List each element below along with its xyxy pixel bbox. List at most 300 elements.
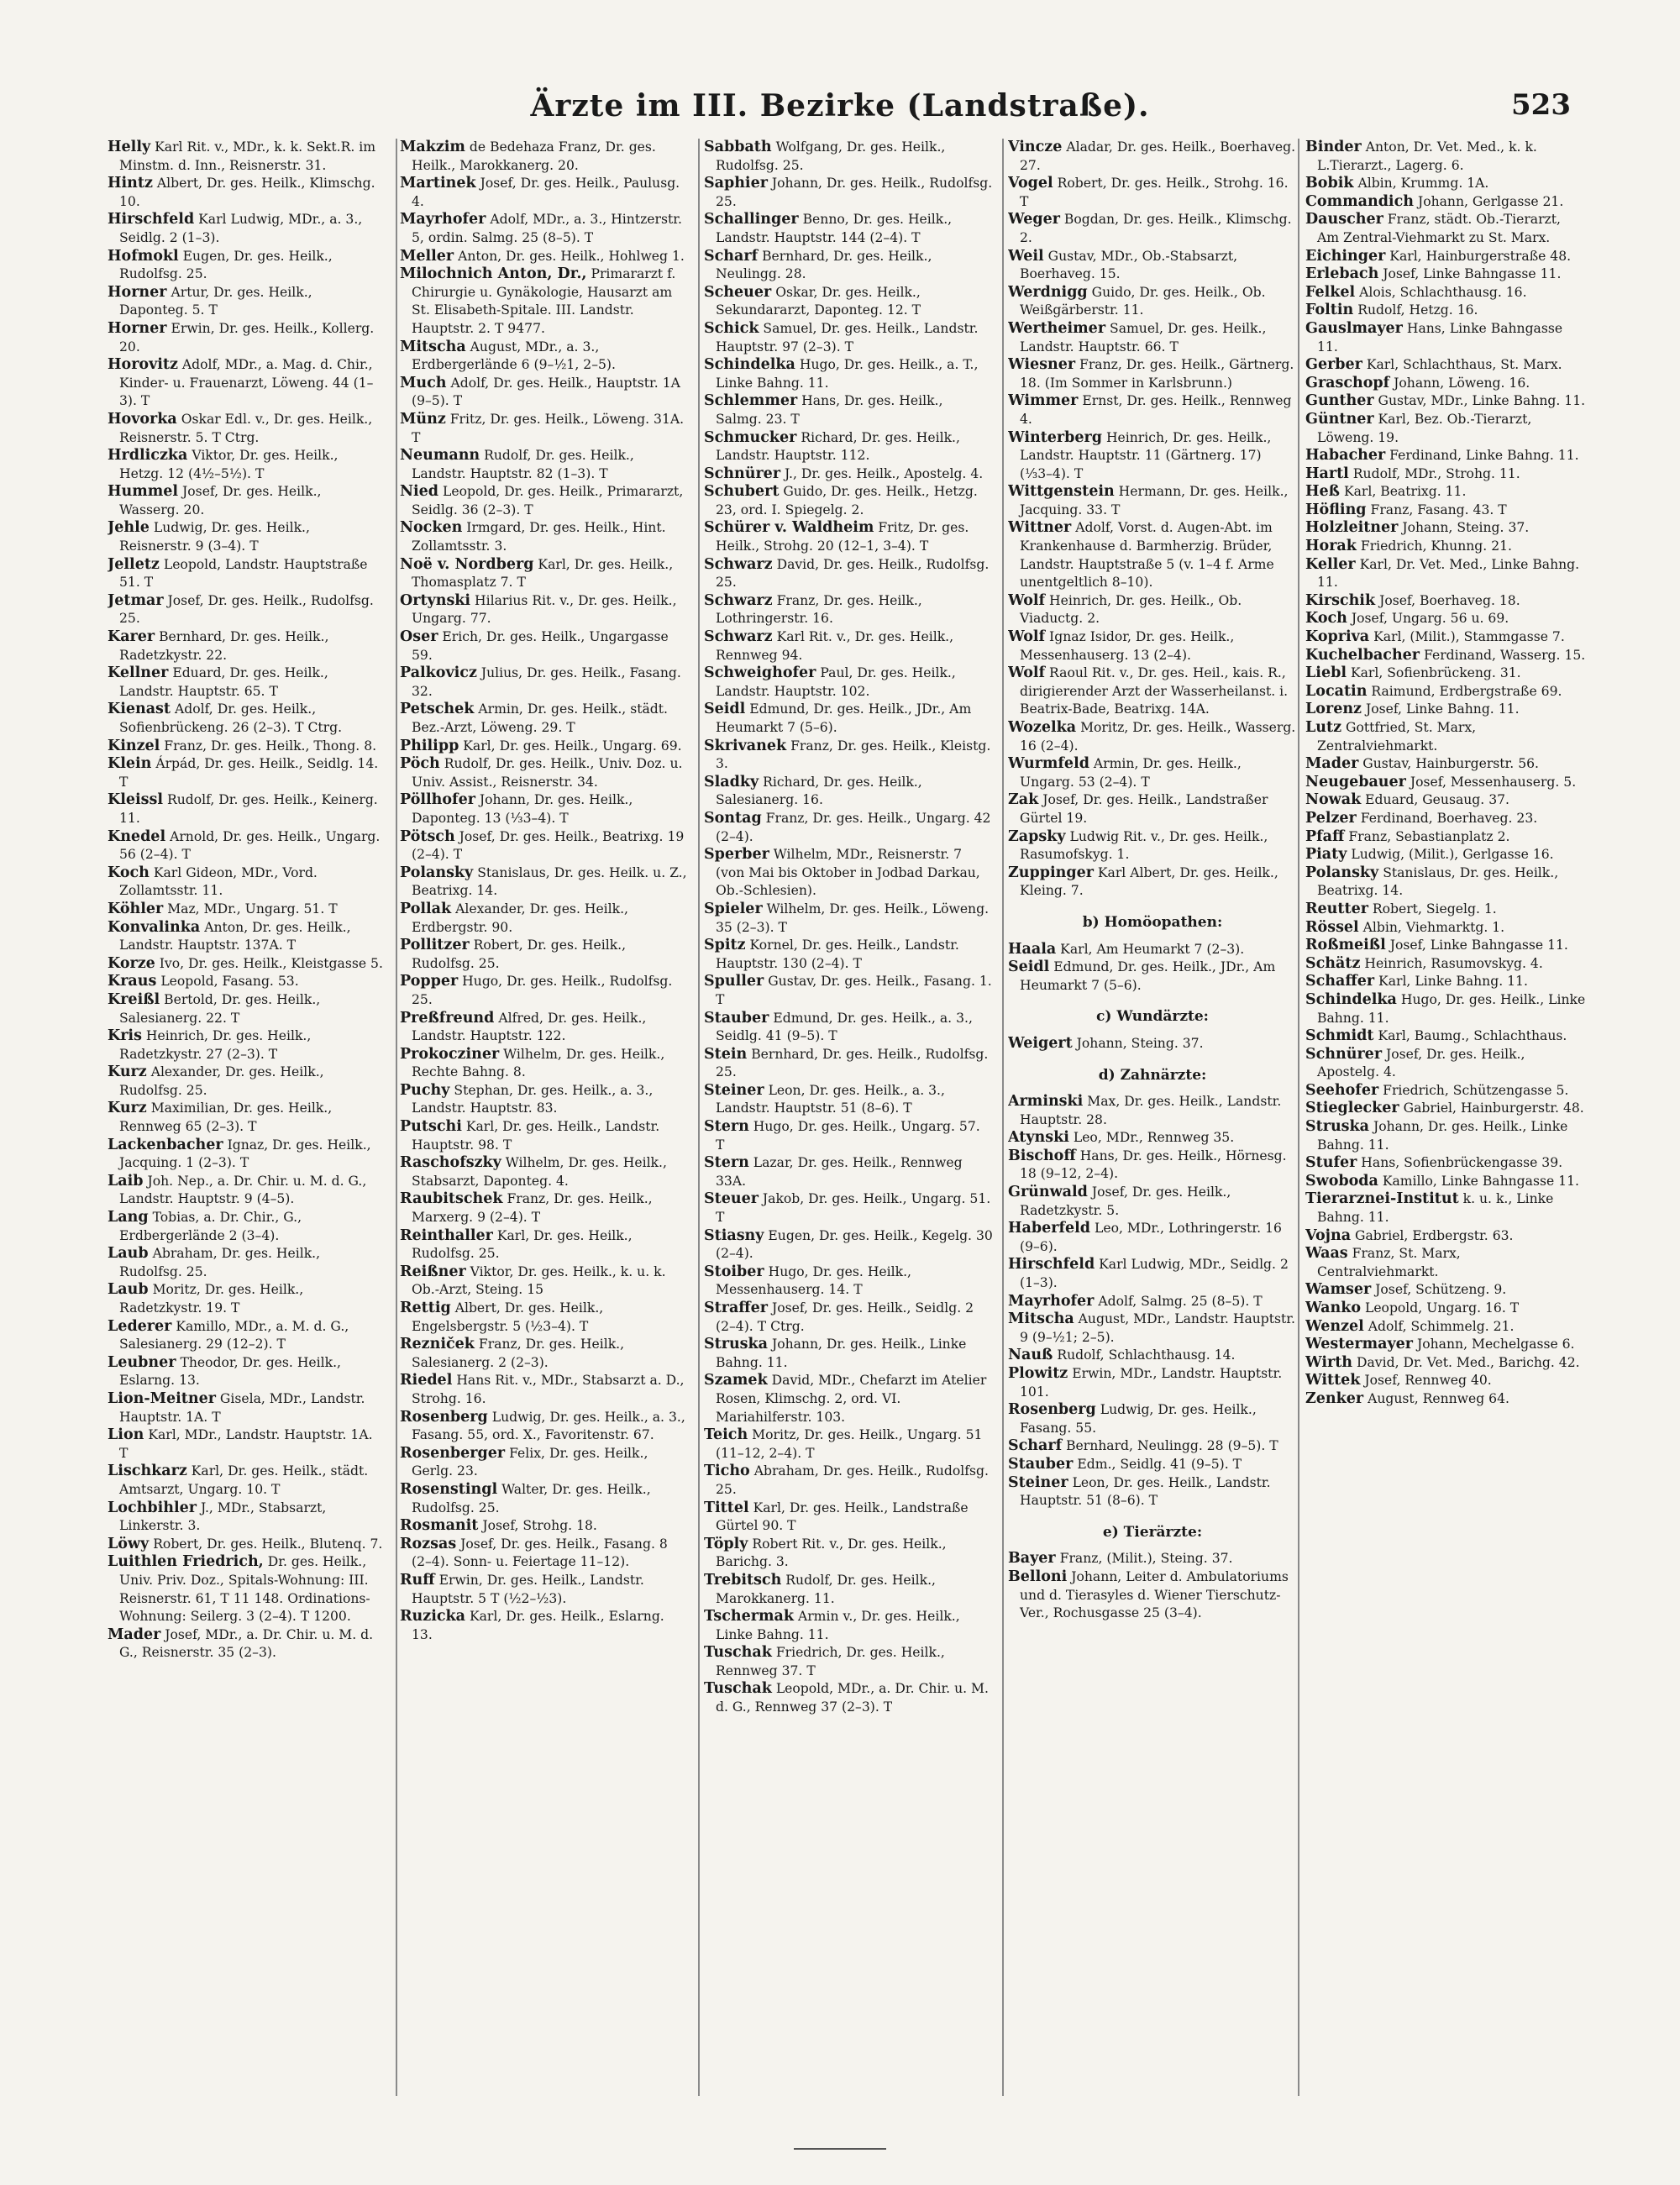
entry-name: Wurmfeld <box>1008 755 1089 773</box>
entry-name: Schnürer <box>1305 1045 1383 1063</box>
entry-name: Kienast <box>108 701 171 718</box>
entry-details: Gustav, MDr., Ob.-Stabsarzt, Boerhaveg. 15. <box>1020 248 1238 282</box>
directory-entry <box>108 1390 385 1426</box>
entry-details: Franz, Fasang. 43. T <box>1370 502 1507 517</box>
entry-name: Schlemmer <box>704 392 798 410</box>
directory-entry <box>1305 592 1586 611</box>
entry-details: Josef, Rennweg 40. <box>1364 1373 1492 1389</box>
entry-name: Neugebauer <box>1305 773 1406 790</box>
entry-details: Rudolf, MDr., Strohg. 11. <box>1352 465 1520 481</box>
column-2 <box>400 139 689 2113</box>
entry-name: Reutter <box>1305 900 1368 917</box>
entry-name: Tittel <box>704 1499 749 1516</box>
entry-name: Gauslmayer <box>1305 319 1403 337</box>
entry-details: Johann, Dr. ges. Heilk., Linke Bahng. 11. <box>1317 1119 1568 1153</box>
entry-name: Pöch <box>400 755 440 773</box>
entry-name: Mader <box>108 1626 161 1643</box>
entry-name: Arminski <box>1008 1093 1084 1111</box>
entry-details: Gabriel, Hainburgerstr. 48. <box>1403 1100 1584 1116</box>
directory-entry <box>400 755 689 791</box>
directory-entry <box>1305 139 1586 175</box>
entry-details: Karl, Baumg., Schlachthaus. <box>1378 1028 1567 1044</box>
entry-name: Stieglecker <box>1305 1100 1399 1117</box>
directory-entry <box>108 139 385 175</box>
directory-entry <box>1008 1437 1297 1456</box>
directory-entry <box>704 1608 993 1644</box>
directory-entry <box>1305 1245 1586 1281</box>
entry-name: Rettig <box>400 1300 451 1316</box>
entry-details: Leo, MDr., Lothringerstr. 16 (9–6). <box>1020 1221 1282 1254</box>
entry-details: Gustav, Dr. ges. Heilk., Fasang. 1. T <box>716 974 992 1007</box>
entry-details: Hermann, Dr. ges. Heilk., Jacquing. 33. T <box>1020 484 1289 517</box>
entry-name: Schwarz <box>704 628 773 646</box>
directory-entry <box>108 628 385 664</box>
entry-name: Popper <box>400 973 459 990</box>
entry-details: Ludwig, Dr. ges. Heilk., Reisnerstr. 9 (3–4). T <box>119 520 310 554</box>
entry-details: Heinrich, Dr. ges. Heilk., Landstr. Hauptstr. 11 (Gärtnerg. 17) (⅓3–4). T <box>1020 429 1272 481</box>
entry-details: Karl Albert, Dr. ges. Heilk., Kleing. 7. <box>1020 864 1278 899</box>
entry-details: Karl Gideon, MDr., Vord. Zollamtsstr. 11. <box>119 864 318 899</box>
entry-details: Friedrich, Schützengasse 5. <box>1383 1082 1569 1098</box>
entry-name: Kraus <box>108 973 157 990</box>
entry-details: Rudolf, Schlachthausg. 14. <box>1057 1347 1236 1363</box>
entry-details: Karl, Dr. ges. Heilk., Rudolfsg. 25. <box>412 1227 633 1262</box>
entry-details: Felix, Dr. ges. Heilk., Gerlg. 23. <box>412 1445 648 1479</box>
directory-entry <box>1305 175 1586 193</box>
entry-name: Koch <box>108 864 150 881</box>
entry-name: Reinthaller <box>400 1226 493 1244</box>
entry-details: Artur, Dr. ges. Heilk., Daponteg. 5. T <box>119 284 312 318</box>
entry-details: Dr. ges. Heilk., Univ. Priv. Doz., Spitals-Wohnung: III. Reisnerstr. 61, T 11 148. Ordinations-Wohnung: Seilerg. 3 (2–4). T 1200. <box>119 1554 370 1625</box>
entry-name: Pollak <box>400 900 452 917</box>
entry-name: Puchy <box>400 1081 450 1099</box>
entry-name: Wamser <box>1305 1281 1372 1299</box>
entry-details: Armin v., Dr. ges. Heilk., Linke Bahng. 11. <box>716 1609 960 1642</box>
directory-entry <box>400 1517 689 1536</box>
directory-entry <box>400 901 689 937</box>
entry-details: Primararzt f. Chirurgie u. Gynäkologie, Hausarzt am St. Elisabeth-Spitale. III. Landstr. Hauptstr. 2. T 9477. <box>412 266 676 336</box>
entry-name: Tschermak <box>704 1608 794 1626</box>
entry-name: Binder <box>1305 139 1362 155</box>
directory-entry <box>1305 774 1586 792</box>
entry-name: Ruzicka <box>400 1608 465 1626</box>
entry-name: Roßmeißl <box>1305 937 1386 954</box>
entry-name: Preßfreund <box>400 1009 495 1027</box>
entry-details: Hugo, Dr. ges. Heilk., Rudolfsg. 25. <box>412 974 673 1007</box>
entry-details: Wilhelm, Dr. ges. Heilk., Stabsarzt, Daponteg. 4. <box>412 1155 667 1189</box>
entry-details: Ivo, Dr. ges. Heilk., Kleistgasse 5. <box>159 955 383 971</box>
entry-details: Karl, Dr. Vet. Med., Linke Bahng. 11. <box>1317 556 1580 591</box>
directory-entry <box>1008 1456 1297 1474</box>
entry-details: Ferdinand, Boerhaveg. 23. <box>1360 810 1538 826</box>
directory-entry <box>1008 1129 1297 1148</box>
entry-details: Viktor, Dr. ges. Heilk., k. u. k. Ob.-Arzt, Steing. 15 <box>412 1263 666 1298</box>
entry-details: Heinrich, Rasumovskyg. 4. <box>1364 955 1543 971</box>
entry-name: Stauber <box>704 1009 769 1027</box>
directory-entry <box>704 846 993 901</box>
entry-details: Walter, Dr. ges. Heilk., Rudolfsg. 25. <box>412 1481 651 1515</box>
entry-details: Josef, Messenhauserg. 5. <box>1410 774 1577 790</box>
directory-entry <box>400 628 689 664</box>
entry-details: Josef, Boerhaveg. 18. <box>1379 592 1520 608</box>
entry-name: Winterberg <box>1008 428 1102 446</box>
directory-entry <box>108 701 385 737</box>
directory-entry <box>1008 1184 1297 1220</box>
entry-name: Wolf <box>1008 664 1046 682</box>
directory-entry <box>1305 465 1586 484</box>
entry-details: Eduard, Dr. ges. Heilk., Landstr. Hauptstr. 65. T <box>119 665 328 699</box>
directory-entry <box>704 774 993 810</box>
entry-name: Weger <box>1008 211 1060 228</box>
entry-details: Franz, Dr. ges. Heilk., Thong. 8. <box>164 738 377 754</box>
entry-details: Franz, städt. Ob.-Tierarzt, Am Zentral-Viehmarkt zu St. Marx. <box>1317 212 1561 245</box>
directory-entry <box>1305 937 1586 955</box>
entry-name: Wimmer <box>1008 392 1079 410</box>
entry-details: Ignaz, Dr. ges. Heilk., Jacquing. 1 (2–3). T <box>119 1137 371 1171</box>
entry-name: Teich <box>704 1426 748 1444</box>
directory-entry <box>1305 1190 1586 1226</box>
entry-details: Oskar, Dr. ges. Heilk., Sekundararzt, Daponteg. 12. T <box>716 284 921 318</box>
entry-details: Armin, Dr. ges. Heilk., städt. Bez.-Arzt, Löweng. 29. T <box>412 701 668 735</box>
entry-details: Franz, Dr. ges. Heilk., Gärtnerg. 18. (Im Sommer in Karlsbrunn.) <box>1020 357 1294 391</box>
end-rule <box>794 2148 886 2150</box>
entry-name: Mitscha <box>1008 1310 1074 1328</box>
entry-details: Raimund, Erdbergstraße 69. <box>1371 683 1562 699</box>
entry-details: Hugo, Dr. ges. Heilk., Linke Bahng. 11. <box>1317 991 1586 1026</box>
entry-details: Abraham, Dr. ges. Heilk., Rudolfsg. 25. <box>716 1463 989 1497</box>
entry-name: Stiasny <box>704 1226 764 1244</box>
directory-entry <box>704 1190 993 1226</box>
entry-name: Hovorka <box>108 410 177 428</box>
directory-entry <box>1008 1401 1297 1437</box>
entry-name: Schmucker <box>704 428 797 446</box>
entry-details: Franz, St. Marx, Centralviehmarkt. <box>1317 1246 1461 1279</box>
entry-name: Bischoff <box>1008 1147 1076 1164</box>
entry-name: Leubner <box>108 1353 176 1371</box>
entry-details: Bertold, Dr. ges. Heilk., Salesianerg. 22. T <box>119 991 321 1026</box>
entry-name: Pötsch <box>400 827 455 845</box>
entry-details: Anton, Dr. ges. Heilk., Hohlweg 1. <box>458 248 685 264</box>
entry-details: Josef, Dr. ges. Heilk., Fasang. 8 (2–4). Sonn- u. Feiertage 11–12). <box>412 1536 668 1570</box>
entry-name: Kellner <box>108 664 169 682</box>
directory-entry <box>1008 284 1297 320</box>
directory-entry <box>704 139 993 175</box>
directory-entry <box>704 483 993 519</box>
directory-entry <box>704 519 993 555</box>
entry-name: Polansky <box>1305 864 1379 881</box>
entry-name: Scheuer <box>704 283 772 301</box>
directory-entry <box>108 356 385 411</box>
entry-details: Adolf, Dr. ges. Heilk., Hauptstr. 1A (9–5). T <box>412 375 680 409</box>
entry-name: Tuschak <box>704 1680 772 1698</box>
entry-details: Karl, (Milit.), Stammgasse 7. <box>1373 629 1565 645</box>
entry-details: Heinrich, Dr. ges. Heilk., Radetzkystr. 27 (2–3). T <box>119 1028 312 1062</box>
directory-entry <box>704 1154 993 1190</box>
directory-entry <box>400 375 689 411</box>
directory-entry <box>704 937 993 973</box>
entry-details: August, Rennweg 64. <box>1368 1390 1509 1406</box>
entry-details: Johann, Dr. ges. Heilk., Linke Bahng. 11. <box>716 1337 967 1370</box>
directory-entry <box>108 664 385 701</box>
entry-name: Wiesner <box>1008 356 1076 374</box>
directory-entry <box>1008 664 1297 719</box>
entry-details: Rudolf, Dr. ges. Heilk., Landstr. Hauptstr. 82 (1–3). T <box>412 448 634 481</box>
directory-entry <box>400 1154 689 1190</box>
entry-details: Edmund, Dr. ges. Heilk., JDr., Am Heumarkt 7 (5–6). <box>716 701 972 735</box>
entry-name: Schaffer <box>1305 973 1375 990</box>
entry-details: Heinrich, Dr. ges. Heilk., Ob. Viaductg. 2. <box>1020 592 1242 627</box>
entry-name: Meller <box>400 247 454 265</box>
directory-entry <box>1305 392 1586 411</box>
directory-entry <box>1305 211 1586 247</box>
entry-details: Karl, Dr. ges. Heilk., Thomasplatz 7. T <box>412 556 674 591</box>
entry-name: Wittgenstein <box>1008 483 1115 501</box>
entry-details: Alfred, Dr. ges. Heilk., Landstr. Hauptstr. 122. <box>412 1010 647 1044</box>
entry-details: Leopold, Landstr. Hauptstraße 51. T <box>119 556 368 591</box>
directory-entry <box>1008 392 1297 428</box>
entry-details: Ludwig Rit. v., Dr. ges. Heilk., Rasumofskyg. 1. <box>1020 828 1268 863</box>
entry-name: Wolf <box>1008 628 1046 646</box>
directory-entry <box>1305 519 1586 538</box>
entry-details: Karl, Dr. ges. Heilk., Landstraße Gürtel 90. T <box>716 1500 969 1534</box>
entry-name: Kinzel <box>108 737 160 754</box>
directory-entry <box>704 1372 993 1426</box>
directory-entry <box>1008 828 1297 864</box>
directory-entry <box>1008 592 1297 628</box>
entry-details: Hans, Linke Bahngasse 11. <box>1317 320 1563 355</box>
entry-name: Grünwald <box>1008 1184 1088 1201</box>
directory-entry <box>1305 1354 1586 1373</box>
directory-entry <box>1305 1100 1586 1118</box>
entry-name: Rosenstingl <box>400 1480 498 1498</box>
directory-entry <box>1305 193 1586 212</box>
directory-entry <box>108 211 385 247</box>
entry-name: Konvalinka <box>108 918 201 936</box>
entry-name: Habacher <box>1305 447 1386 465</box>
directory-entry <box>1008 1365 1297 1401</box>
entry-details: Leopold, MDr., a. Dr. Chir. u. M. d. G., Rennweg 37 (2–3). T <box>716 1681 989 1715</box>
directory-entry <box>1008 1550 1297 1568</box>
entry-name: Schmidt <box>1305 1027 1374 1045</box>
entry-name: Schwarz <box>704 555 773 573</box>
entry-details: David, Dr. Vet. Med., Barichg. 42. <box>1357 1354 1580 1370</box>
directory-entry <box>400 828 689 864</box>
entry-details: Samuel, Dr. ges. Heilk., Landstr. Hauptstr. 97 (2–3). T <box>716 320 979 355</box>
entry-name: Spuller <box>704 973 764 990</box>
entry-details: Karl Rit. v., Dr. ges. Heilk., Rennweg 94. <box>716 629 954 663</box>
entry-name: Jehle <box>108 519 150 537</box>
entry-details: Adolf, Salmg. 25 (8–5). T <box>1098 1293 1263 1309</box>
entry-name: Spieler <box>704 900 763 917</box>
directory-entry <box>1008 320 1297 356</box>
entry-details: Karl Ludwig, MDr., a. 3., Seidlg. 2 (1–3). <box>119 212 363 245</box>
directory-entry <box>1008 1256 1297 1292</box>
directory-entry <box>704 1336 993 1372</box>
entry-details: Robert, Siegelg. 1. <box>1372 901 1497 917</box>
entry-name: Commandich <box>1305 192 1414 210</box>
entry-name: Korze <box>108 954 155 972</box>
entry-name: Lischkarz <box>108 1463 187 1480</box>
directory-entry <box>1008 211 1297 247</box>
entry-name: Swoboda <box>1305 1172 1378 1190</box>
directory-entry <box>400 519 689 555</box>
directory-entry <box>1008 719 1297 755</box>
directory-entry <box>1305 955 1586 974</box>
entry-name: Westermayer <box>1305 1336 1414 1353</box>
entry-name: Lederer <box>108 1317 172 1335</box>
entry-name: Stein <box>704 1045 748 1063</box>
entry-name: Rosenberg <box>400 1408 488 1426</box>
entry-details: k. u. k., Linke Bahng. 11. <box>1317 1191 1554 1226</box>
directory-entry <box>1305 483 1586 502</box>
directory-entry <box>108 1027 385 1064</box>
entry-details: Kamillo, MDr., a. M. d. G., Salesianerg. 29 (12–2). T <box>119 1318 349 1352</box>
directory-entry <box>704 1426 993 1463</box>
entry-details: Edm., Seidlg. 41 (9–5). T <box>1077 1456 1242 1472</box>
entry-details: Kamillo, Linke Bahngasse 11. <box>1382 1173 1579 1189</box>
entry-details: Karl, Sofienbrückeng. 31. <box>1350 665 1521 681</box>
entry-details: August, MDr., Landstr. Hauptstr. 9 (9–½1; 2–5). <box>1020 1311 1296 1345</box>
directory-entry <box>1305 356 1586 375</box>
entry-name: Laub <box>108 1245 149 1263</box>
entry-details: Hans Rit. v., MDr., Stabsarzt a. D., Strohg. 16. <box>412 1373 685 1406</box>
entry-name: Klein <box>108 755 152 773</box>
entry-details: Hugo, Dr. ges. Heilk., a. T., Linke Bahng. 11. <box>716 357 979 391</box>
entry-details: Maz, MDr., Ungarg. 51. T <box>167 901 338 917</box>
entry-name: Sperber <box>704 846 769 864</box>
entry-name: Eichinger <box>1305 247 1386 265</box>
entry-name: Belloni <box>1008 1568 1068 1585</box>
entry-details: Robert, Dr. ges. Heilk., Strohg. 16. T <box>1020 176 1289 209</box>
entry-name: Sabbath <box>704 139 772 155</box>
directory-entry <box>1008 1220 1297 1256</box>
entry-details: Karl, Am Heumarkt 7 (2–3). <box>1060 941 1245 957</box>
directory-entry <box>704 738 993 774</box>
directory-entry <box>1008 791 1297 827</box>
directory-entry <box>704 1463 993 1499</box>
entry-name: Plowitz <box>1008 1365 1068 1382</box>
entry-details: Joh. Nep., a. Dr. Chir. u. M. d. G., Landstr. Hauptstr. 9 (4–5). <box>119 1173 367 1207</box>
directory-entry <box>1305 664 1586 683</box>
entry-details: Alexander, Dr. ges. Heilk., Rudolfsg. 25. <box>119 1064 324 1098</box>
directory-entry <box>400 175 689 211</box>
entry-name: Höfling <box>1305 501 1367 518</box>
directory-entry <box>400 1572 689 1608</box>
entry-name: Ortynski <box>400 591 471 609</box>
entry-name: Steiner <box>704 1081 764 1099</box>
entry-name: Lutz <box>1305 719 1342 736</box>
directory-entry <box>704 1227 993 1263</box>
entry-details: Karl, Hainburgerstraße 48. <box>1389 248 1572 264</box>
entry-details: Tobias, a. Dr. Chir., G., Erdbergerlände 2 (3–4). <box>119 1210 302 1243</box>
directory-entry <box>108 1318 385 1354</box>
directory-entry <box>1305 447 1586 465</box>
entry-name: Nauß <box>1008 1347 1053 1364</box>
directory-entry <box>704 664 993 701</box>
directory-entry <box>1305 1372 1586 1390</box>
directory-entry <box>400 1445 689 1481</box>
entry-name: Rozsas <box>400 1535 457 1552</box>
entry-name: Tuschak <box>704 1644 772 1662</box>
directory-entry <box>1008 1474 1297 1510</box>
entry-name: Vogel <box>1008 175 1053 192</box>
directory-entry <box>400 1536 689 1572</box>
directory-entry <box>704 284 993 320</box>
directory-entry <box>1305 991 1586 1027</box>
directory-entry <box>704 701 993 737</box>
directory-entry <box>704 1500 993 1536</box>
entry-details: Erwin, Dr. ges. Heilk., Kollerg. 20. <box>119 320 375 355</box>
entry-details: Franz, Dr. ges. Heilk., Ungarg. 42 (2–4). <box>716 810 991 844</box>
directory-entry <box>108 755 385 791</box>
entry-name: Kirschik <box>1305 591 1376 609</box>
directory-entry <box>1305 302 1586 320</box>
directory-entry <box>704 465 993 484</box>
entry-name: Putschi <box>400 1118 462 1136</box>
entry-name: Schwarz <box>704 591 773 609</box>
directory-entry <box>1008 483 1297 519</box>
entry-details: Bernhard, Dr. ges. Heilk., Radetzkystr. 22. <box>119 629 329 663</box>
directory-entry <box>400 1263 689 1300</box>
directory-entry <box>400 1082 689 1118</box>
entry-details: Stephan, Dr. ges. Heilk., a. 3., Landstr. Hauptstr. 83. <box>412 1082 654 1116</box>
entry-details: Alois, Schlachthausg. 16. <box>1359 284 1527 300</box>
entry-details: Benno, Dr. ges. Heilk., Landstr. Hauptstr. 144 (2–4). T <box>716 212 953 245</box>
directory-entry <box>704 1046 993 1082</box>
entry-name: Lion-Meitner <box>108 1389 216 1407</box>
entry-details: Josef, Dr. ges. Heilk., Paulusg. 4. <box>412 176 680 209</box>
column-5 <box>1305 139 1586 2113</box>
entry-details: Edmund, Dr. ges. Heilk., JDr., Am Heumarkt 7 (5–6). <box>1020 959 1276 993</box>
entry-details: Raoul Rit. v., Dr. ges. Heil., kais. R., dirigierender Arzt der Wasserheilanst. i. Beatrix-Bade, Beatrixg. 14A. <box>1020 665 1289 717</box>
entry-name: Erlebach <box>1305 265 1379 283</box>
directory-entry <box>108 483 385 519</box>
directory-entry <box>400 592 689 628</box>
entry-details: Franz, Sebastianplatz 2. <box>1348 828 1510 844</box>
directory-entry <box>108 411 385 447</box>
entry-details: Bernhard, Dr. ges. Heilk., Neulingg. 28. <box>716 248 932 282</box>
entry-details: Eugen, Dr. ges. Heilk., Kegelg. 30 (2–4). <box>716 1227 993 1262</box>
entry-details: Paul, Dr. ges. Heilk., Landstr. Hauptstr. 102. <box>716 665 956 699</box>
directory-entry <box>1305 1154 1586 1173</box>
entry-details: J., MDr., Stabsarzt, Linkerstr. 3. <box>119 1500 327 1534</box>
directory-entry <box>108 1245 385 1281</box>
entry-name: Scharf <box>1008 1437 1063 1455</box>
directory-entry <box>1305 1300 1586 1318</box>
directory-entry <box>108 1137 385 1173</box>
entry-details: Lazar, Dr. ges. Heilk., Rennweg 33A. <box>716 1155 963 1189</box>
entry-details: Wilhelm, Dr. ges. Heilk., Löweng. 35 (2–3). T <box>716 901 990 935</box>
directory-entry <box>1305 901 1586 919</box>
entry-details: Gisela, MDr., Landstr. Hauptstr. 1A. T <box>119 1390 365 1425</box>
entry-details: Robert Rit. v., Dr. ges. Heilk., Barichg. 3. <box>716 1536 947 1570</box>
directory-entry <box>1008 1568 1297 1623</box>
directory-entry <box>400 1372 689 1408</box>
directory-entry <box>108 1553 385 1626</box>
entry-name: Hartl <box>1305 465 1349 482</box>
entry-details: de Bedehaza Franz, Dr. ges. Heilk., Marokkanerg. 20. <box>412 139 656 173</box>
directory-entry <box>108 864 385 901</box>
directory-entry <box>704 1263 993 1300</box>
directory-entry <box>1008 1310 1297 1347</box>
directory-entry <box>1305 1336 1586 1354</box>
entry-details: Kornel, Dr. ges. Heilk., Landstr. Hauptstr. 130 (2–4). T <box>716 938 959 971</box>
directory-entry <box>108 1281 385 1317</box>
entry-name: Knedel <box>108 827 166 845</box>
directory-entry <box>400 791 689 827</box>
directory-entry <box>108 592 385 628</box>
entry-details: Karl Rit. v., MDr., k. k. Sekt.R. im Minstm. d. Inn., Reisnerstr. 31. <box>119 139 376 173</box>
